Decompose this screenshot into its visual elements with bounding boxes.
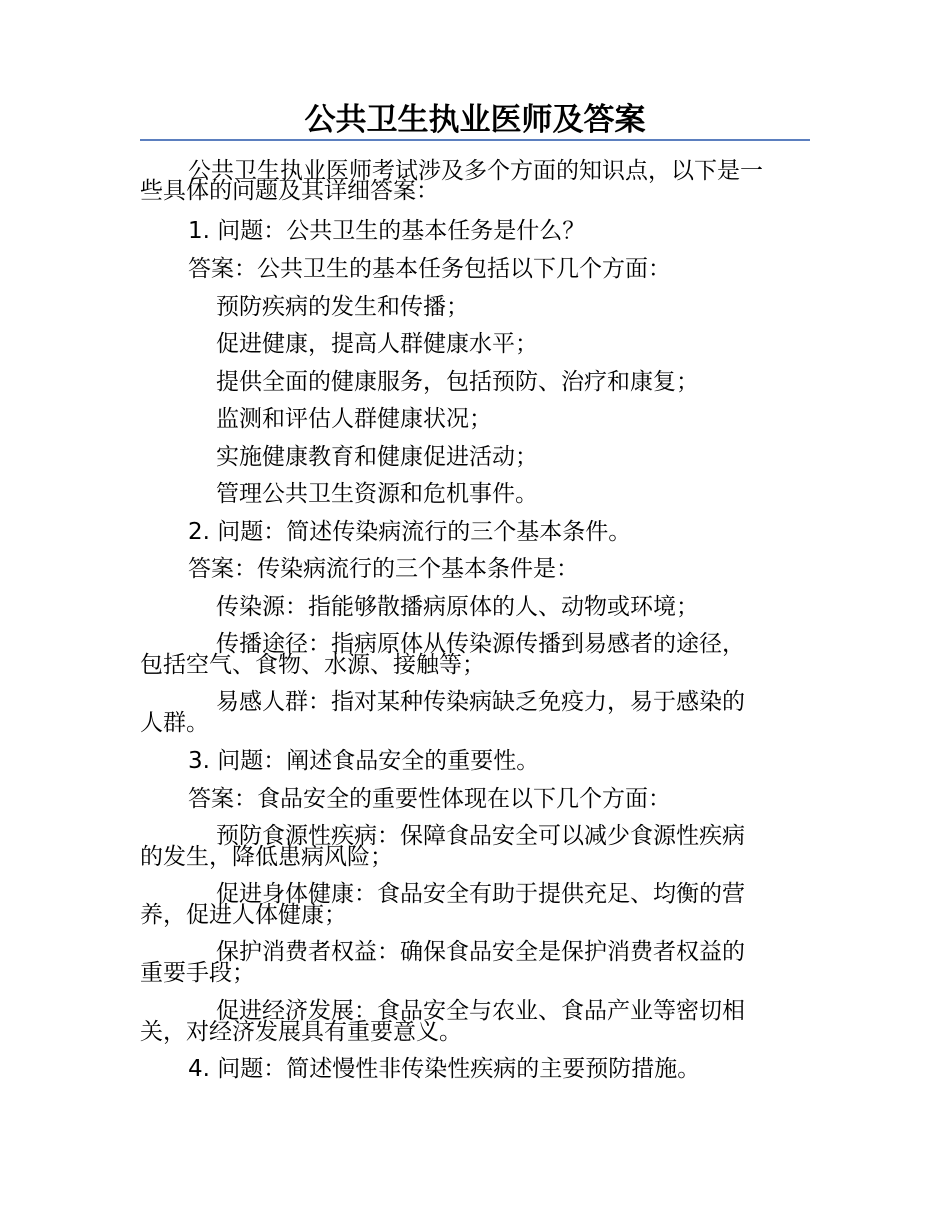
answer-item: 预防食源性疾病：保障食品安全可以减少食源性疾病 xyxy=(216,823,745,849)
answer-item: 促进健康，提高人群健康水平； xyxy=(216,331,538,357)
answer-item-continued: 人群。 xyxy=(140,710,209,736)
answer-item: 易感人群：指对某种传染病缺乏免疫力，易于感染的 xyxy=(216,689,745,715)
answer-item: 实施健康教育和健康促进活动； xyxy=(216,444,538,470)
answer-item: 预防疾病的发生和传播； xyxy=(216,294,469,320)
answer-2: 答案：传染病流行的三个基本条件是： xyxy=(188,556,579,582)
answer-item: 传染源：指能够散播病原体的人、动物或环境； xyxy=(216,594,699,620)
question-2: 2. 问题：简述传染病流行的三个基本条件。 xyxy=(188,519,632,545)
question-1: 1. 问题：公共卫生的基本任务是什么？ xyxy=(188,218,586,244)
page-title: 公共卫生执业医师及答案 xyxy=(304,102,646,138)
answer-item-continued: 重要手段； xyxy=(140,960,255,986)
answer-item: 促进经济发展：食品安全与农业、食品产业等密切相 xyxy=(216,998,745,1024)
answer-item-continued: 关，对经济发展具有重要意义。 xyxy=(140,1019,462,1045)
answer-item-continued: 养，促进人体健康； xyxy=(140,902,347,928)
answer-item-continued: 的发生，降低患病风险； xyxy=(140,844,393,870)
answer-item: 保护消费者权益：确保食品安全是保护消费者权益的 xyxy=(216,939,745,965)
question-4: 4. 问题：简述慢性非传染性疾病的主要预防措施。 xyxy=(188,1056,701,1082)
answer-item: 监测和评估人群健康状况； xyxy=(216,406,492,432)
question-3: 3. 问题：阐述食品安全的重要性。 xyxy=(188,748,540,774)
answer-item-continued: 包括空气、食物、水源、接触等； xyxy=(140,652,485,678)
answer-item: 促进身体健康：食品安全有助于提供充足、均衡的营 xyxy=(216,881,745,907)
title-underline xyxy=(140,139,810,141)
answer-1: 答案：公共卫生的基本任务包括以下几个方面： xyxy=(188,256,671,282)
answer-item: 传播途径：指病原体从传染源传播到易感者的途径， xyxy=(216,631,745,657)
intro-line: 公共卫生执业医师考试涉及多个方面的知识点，以下是一 xyxy=(188,158,763,184)
answer-item: 提供全面的健康服务，包括预防、治疗和康复； xyxy=(216,369,699,395)
intro-line: 些具体的问题及其详细答案： xyxy=(140,178,439,204)
answer-3: 答案：食品安全的重要性体现在以下几个方面： xyxy=(188,786,671,812)
answer-item: 管理公共卫生资源和危机事件。 xyxy=(216,481,538,507)
